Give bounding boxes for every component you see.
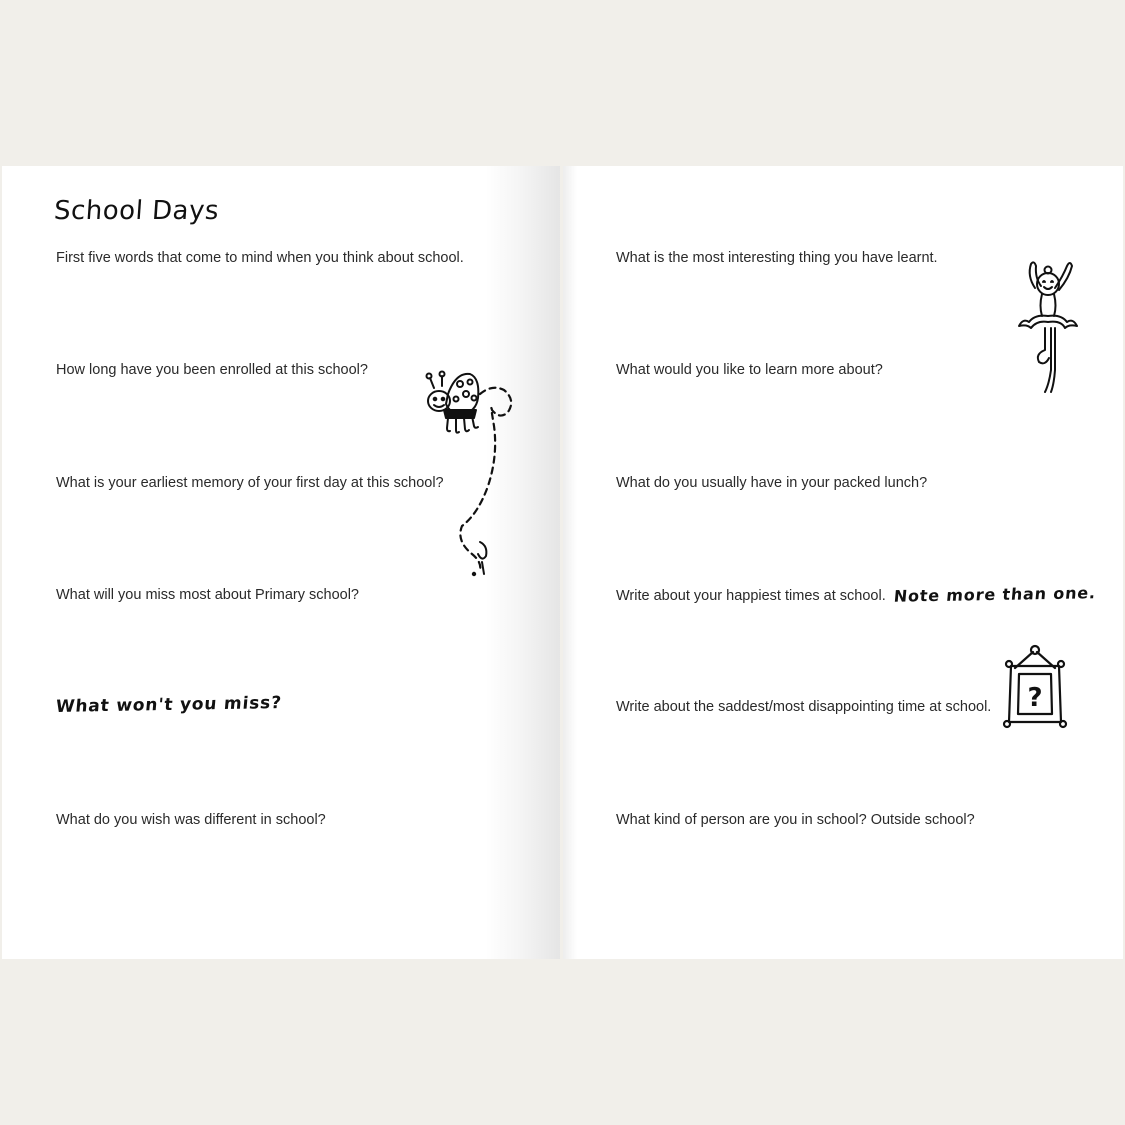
- question-frame-doodle-icon: [1001, 642, 1069, 732]
- gutter-shadow-right: [563, 166, 577, 959]
- question-learn-more: What would you like to learn more about?: [616, 362, 883, 378]
- question-most-interesting: What is the most interesting thing you have learnt.: [616, 250, 938, 266]
- question-saddest-time: Write about the saddest/most disappointing time at school.: [616, 699, 992, 715]
- handwritten-note: Note more than one.: [892, 583, 1097, 606]
- left-page: [2, 166, 560, 959]
- ladybug-doodle-icon: [422, 366, 522, 581]
- ballerina-doodle-icon: [1009, 258, 1081, 398]
- question-enrolled-duration: How long have you been enrolled at this school?: [56, 362, 368, 378]
- question-kind-of-person: What kind of person are you in school? Outside school?: [616, 812, 975, 828]
- question-wont-miss: [56, 695, 282, 715]
- question-happiest-text: Write about your happiest times at school.: [616, 588, 886, 604]
- question-wish-different: What do you wish was different in school?: [56, 812, 326, 828]
- page-title: School Days: [52, 196, 221, 226]
- right-page: [563, 166, 1123, 959]
- book-spread: [2, 166, 1123, 959]
- question-miss-most: What will you miss most about Primary school?: [56, 587, 359, 603]
- question-earliest-memory: What is your earliest memory of your first day at this school?: [56, 475, 444, 491]
- handwritten-question: What won't you miss?: [54, 693, 283, 717]
- question-happiest-times: [616, 583, 1097, 606]
- question-first-five-words: First five words that come to mind when you think about school.: [56, 250, 464, 266]
- question-packed-lunch: What do you usually have in your packed lunch?: [616, 475, 928, 491]
- frame-question-mark: ?: [1027, 683, 1043, 713]
